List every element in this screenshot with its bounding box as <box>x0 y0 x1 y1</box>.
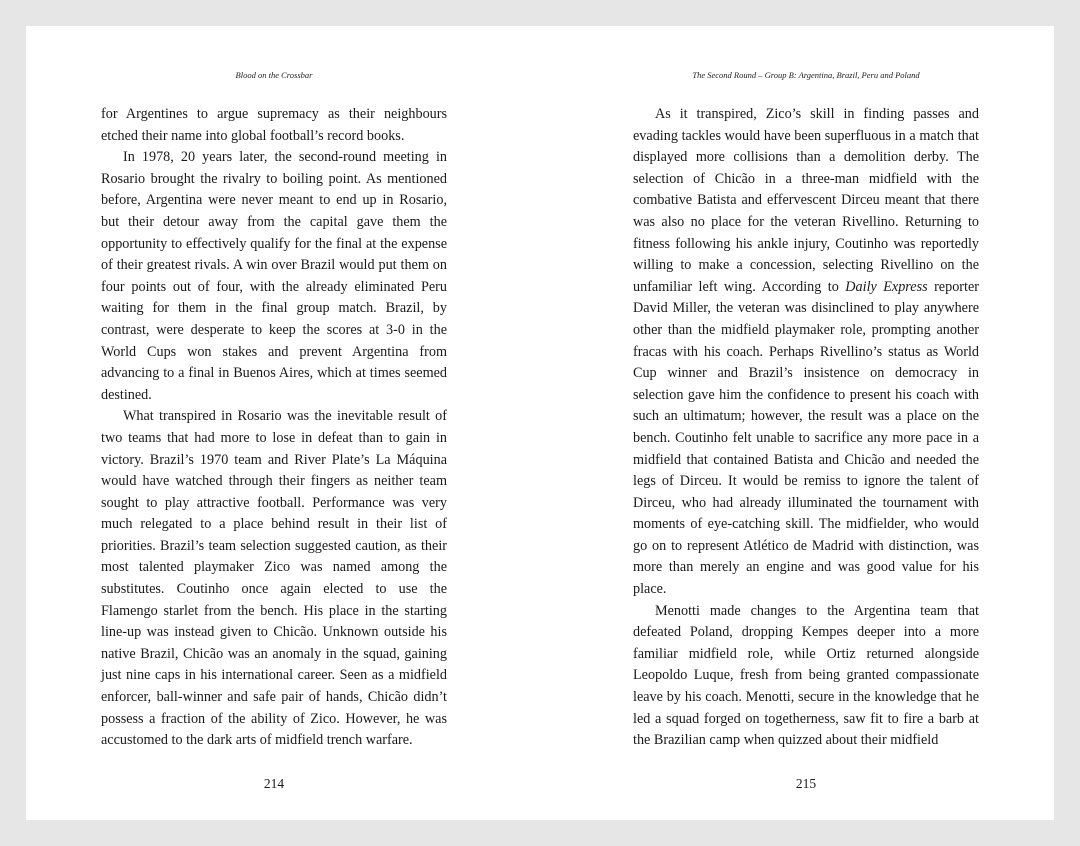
right-page-body <box>633 104 979 752</box>
page-number-left: 214 <box>263 776 285 791</box>
right-page <box>633 26 979 820</box>
publication-title: Daily Express <box>845 278 928 295</box>
left-page <box>101 26 447 820</box>
running-head-left: Blood on the Crossbar <box>235 70 313 80</box>
paragraph: In 1978, 20 years later, the second-round meeting in Rosario brought the rivalry to boiling point. As mentioned before, Argentina were never meant to end up in Rosario, but their detour away from the capital gave them the opportunity to effectively qualify for the final at the expense of their greatest rivals. A win over Brazil would put them on four points out of four, with the already eliminated Peru waiting for them in the final group match. Brazil, by contrast, were desperate to keep the scores at 3-0 in the World Cups won stakes and prevent Argentina from advancing to a final in Buenos Aires, which at times seemed destined. <box>101 149 447 403</box>
paragraph: Menotti made changes to the Argentina team that defeated Poland, dropping Kempes deeper into a more familiar midfield role, while Ortiz returned alongside Leopoldo Luque, fresh from being granted compassionate leave by his coach. Menotti, secure in the knowledge that he led a squad forged on togetherness, saw fit to fire a barb at the Brazilian camp when quizzed about their midfield <box>633 602 979 749</box>
running-head-right: The Second Round – Group B: Argentina, Brazil, Peru and Poland <box>692 70 920 80</box>
paragraph: What transpired in Rosario was the inevitable result of two teams that had more to lose in defeat than to gain in victory. Brazil’s 1970 team and River Plate’s La Máquina would have watched through their fingers as neither team sought to play attractive football. Performance was very much relegated to a place behind result in their list of priorities. Brazil’s team selection suggested caution, as their most talented playmaker Zico was named among the substitutes. Coutinho once again elected to use the Flamengo starlet from the bench. His place in the starting line-up was instead given to Chicão. Unknown outside his native Brazil, Chicão was an anomaly in the squad, gaining just nine caps in his international career. Seen as a midfield enforcer, ball-winner and safe pair of hands, Chicão didn’t possess a fraction of the ability of Zico. However, he was accustomed to the dark arts of midfield trench warfare. <box>101 408 447 749</box>
paragraph-text: As it transpired, Zico’s skill in finding passes and evading tackles would have been superfluous in a match that displayed more collisions than a demolition derby. The selection of Chicão in a three-man midfield with the combative Batista and effervescent Dirceu meant that there was also no place for the veteran Rivellino. Returning to fitness following his ankle injury, Coutinho was reportedly willing to make a concession, selecting Rivellino on the unfamiliar left wing. According to <box>633 106 979 295</box>
page-number-right: 215 <box>795 776 817 791</box>
left-page-body <box>101 104 447 752</box>
book-spread <box>26 26 1054 820</box>
paragraph: for Argentines to argue supremacy as their neighbours etched their name into global football’s record books. <box>101 106 447 144</box>
paragraph-text: reporter David Miller, the veteran was disinclined to play anywhere other than the midfield playmaker role, prompting another fracas with his coach. Perhaps Rivellino’s status as World Cup winner and Brazil’s insistence on democracy in selection gave him the confidence to present his coach with such an ultimatum; however, the result was a place on the bench. Coutinho felt unable to sacrifice any more pace in a midfield that contained Batista and Chicão and needed the legs of Dirceu. It would be remiss to ignore the talent of Dirceu, who had already illuminated the tournament with moments of eye-catching skill. The midfielder, who would go on to represent Atlético de Madrid with distinction, was more than merely an engine and was good value for his place. <box>633 278 979 598</box>
paragraph <box>633 104 979 601</box>
